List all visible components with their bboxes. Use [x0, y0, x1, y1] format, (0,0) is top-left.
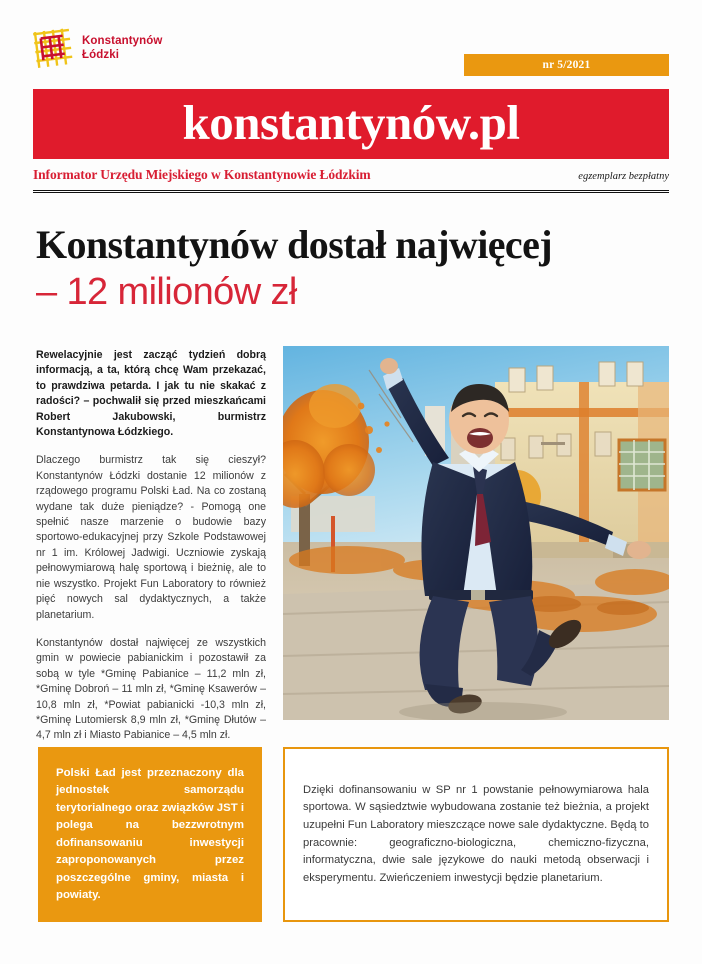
callout-outline-text: Dzięki dofinansowaniu w SP nr 1 powstanie pełnowymiarowa hala sportowa. W sąsiedztwie wybudowana zostanie też bieżnia, a projekt uzupełni Fun Laboratory mieszczące nowe sale dydaktyczne. Będą to pracownie: geograficzno-biologiczna, chemiczno-fizyczna, informatyczna, dwie sale językowe do nauki metodą obserwacji i eksperymentu. Zwieńczeniem inwestycji będzie planetarium.	[303, 783, 649, 884]
lattice-grid-logo-icon	[31, 26, 76, 71]
article-paragraph-2: Dlaczego burmistrz tak się cieszył? Konstantynów Łódzki dostanie 12 milionów z rządowego programu Polski Ład. Na co zostaną wydane tak duże pieniądze? - Pomogą one spełnić nasze marzenie o budowie bazy sportowo-edukacyjnej przy Szkole Podstawowej nr 1 im. Królowej Jadwigi. Uczniowie zyskają pełnowymiarową halę sportową i bieżnię, ale to nie wszystko. Projekt Fun Laboratory to również pięć nowych sal dydaktycznych, a także planetarium.	[36, 454, 266, 621]
page-title	[36, 222, 676, 316]
headline-line-2: – 12 milionów zł	[36, 271, 297, 313]
callout-orange-text: Polski Ład jest przeznaczony dla jednostek samorządu terytorialnego oraz związków JST i polega na bezzwrotnym dofinansowaniu inwestycji zaproponowanych przez poszczególne gminy, miasta i powiaty.	[56, 766, 244, 901]
article-photo	[283, 346, 669, 720]
issue-number-badge: nr 5/2021	[464, 54, 669, 76]
headline-line-1: Konstantynów dostał najwięcej	[36, 222, 552, 267]
masthead-subtitle-row	[33, 167, 669, 183]
article-paragraph-lead: Rewelacyjnie jest zacząć tydzień dobrą informacją, a ta, którą chcę Wam przekazać, to prawdziwa petarda. I jak tu nie skakać z radości? – pochwalił się przed mieszkańcami Robert Jakubowski, burmistrz Konstantynowa Łódzkiego.	[36, 349, 266, 439]
site-logo[interactable]	[33, 28, 162, 68]
masthead-title: konstantynów.pl	[182, 94, 520, 150]
logo-line-2: Łódzki	[82, 49, 120, 61]
callout-orange-box	[38, 747, 262, 922]
article-text-column	[36, 348, 266, 757]
publication-subtitle: Informator Urzędu Miejskiego w Konstantynowie Łódzkim	[33, 167, 371, 182]
logo-line-1: Konstantynów	[82, 35, 163, 47]
header-top	[33, 28, 669, 80]
masthead-banner	[33, 89, 669, 159]
free-copy-note: egzemplarz bezpłatny	[578, 171, 669, 182]
callout-outline-box	[283, 747, 669, 922]
logo-wordmark	[82, 34, 162, 62]
article-paragraph-3: Konstantynów dostał najwięcej ze wszystkich gmin w powiecie pabianickim i pozostawił za sobą w tyle *Gminę Pabianice – 11,2 mln zł, *Gminę Dobroń – 11 mln zł, *Gminę Ksawerów – 10,8 mln zł, *Powiat pabianicki -10,3 mln zł, *Gminę Lutomiersk 8,9 mln zł, *Gminę Dłutów – 4,7 mln zł i Miasto Pabianice – 4,5 mln zł.	[36, 636, 266, 742]
header-divider	[33, 190, 669, 193]
